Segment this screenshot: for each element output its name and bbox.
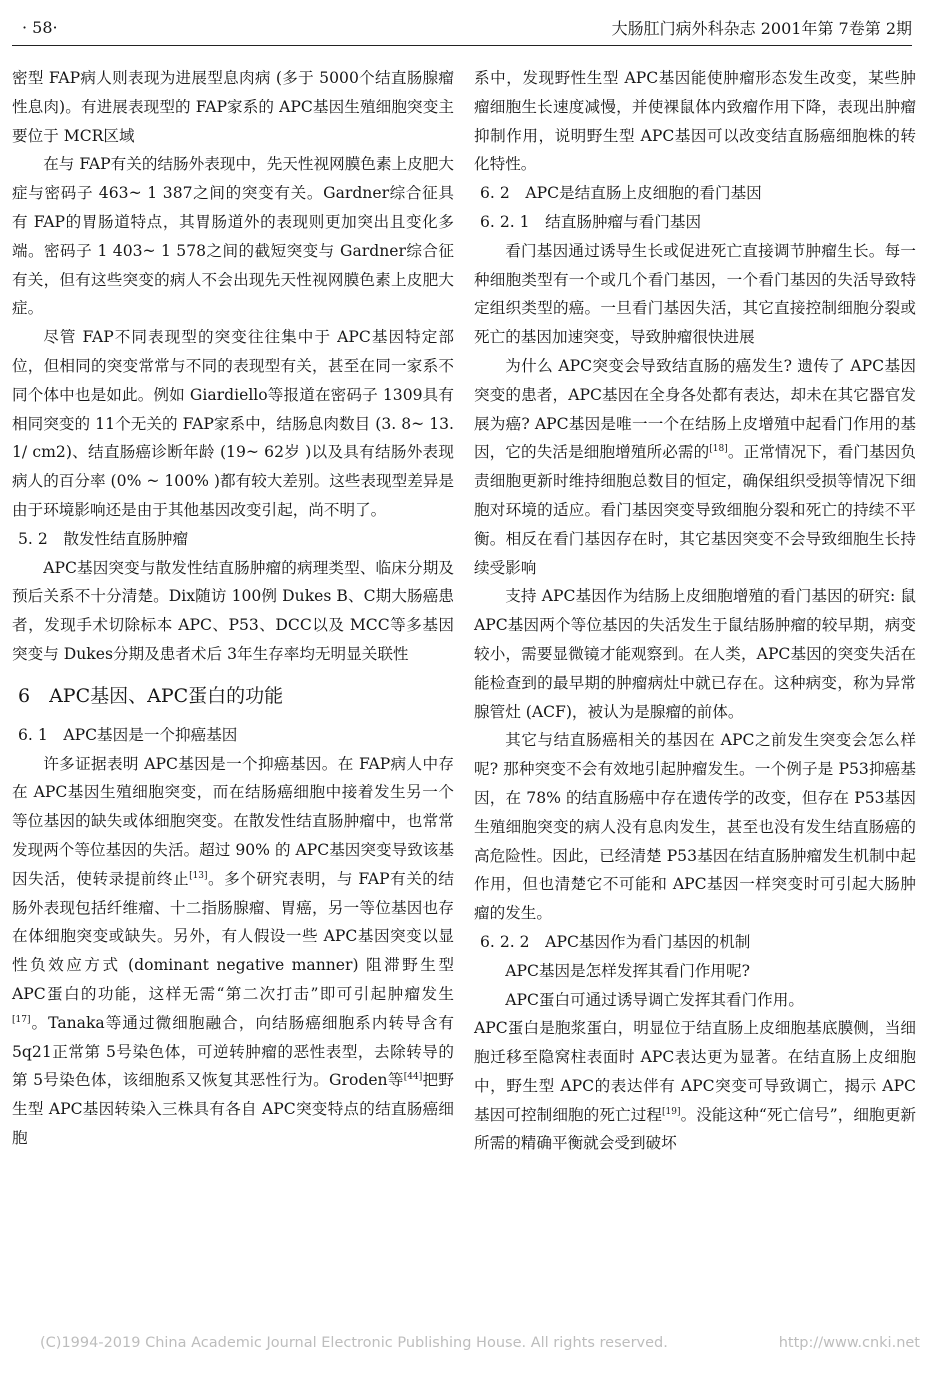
header-divider (12, 45, 912, 46)
subsection-heading: 6. 2. 2 APC基因作为看门基因的机制 (480, 932, 751, 951)
paragraph-text: 为什么 APC突变会导致结直肠的癌发生? 遗传了 APC基因突变的患者，APC基因在全身各处都有表达，却未在其它器官发展为癌? APC基因是唯一一个在结肠上皮增殖中起看门作用的基因，它的失活是细胞增殖所必需的 (474, 356, 916, 462)
paragraph-text: 密型 FAP病人则表现为进展型息肉病 (多于 5000个结直肠腺瘤性息肉)。有进展表现型的 FAP家系的 APC基因生殖细胞突变主要位于 MCR区域 (12, 69, 454, 145)
page-header (22, 14, 912, 40)
paragraph (12, 750, 454, 1153)
paragraph (474, 726, 916, 928)
subsection-heading: 5. 2 散发性结直肠肿瘤 (18, 529, 189, 548)
paragraph-text: 。正常情况下，看门基因负责细胞更新时维持细胞总数目的恒定，确保组织受损等情况下细胞对环境的适应。看门基因突变导致细胞分裂和死亡的持续不平衡。相反在看门基因存在时，其它基因突变不会导致细胞生长持续受影响 (474, 443, 916, 577)
journal-title: 大肠肛门病外科杂志 2001年第 7卷第 2期 (611, 18, 912, 38)
left-column (12, 64, 454, 1153)
paragraph-text: APC基因是怎样发挥其看门作用呢? (505, 961, 750, 980)
citation-ref: [44] (403, 1072, 423, 1083)
citation-ref: [17] (12, 1014, 31, 1025)
paragraph (474, 582, 916, 726)
paragraph (12, 64, 454, 150)
paragraph (474, 237, 916, 352)
paragraph (474, 352, 916, 582)
paragraph-text: 尽管 FAP不同表现型的突变往往集中于 APC基因特定部位，但相同的突变常常与不同的表现型有关，甚至在同一家系不同个体中也是如此。例如 Giardiello等报道在密码子 1309具有相同突变的 11个无关的 FAP家系中，结肠息肉数目 (3. 8~ 13. 1/ cm2)、结直肠癌诊断年龄 (19~ 62岁 )以及具有结肠外表现病人的百分率 (0% ~ 100% )都有较大差别。这些表现型差异是由于环境影响还是由于其他基因改变引起，尚不明了。 (12, 328, 454, 519)
subsection-heading: 6. 2 APC是结直肠上皮细胞的看门基因 (480, 184, 762, 203)
subsection-heading: 6. 2. 1 结直肠肿瘤与看门基因 (480, 212, 702, 231)
paragraph (474, 1014, 916, 1158)
copyright-notice: (C)1994-2019 China Academic Journal Electronic Publishing House. All rights reserved. (40, 1335, 668, 1351)
right-column (474, 64, 916, 1158)
paragraph-text: 支持 APC基因作为结肠上皮细胞增殖的看门基因的研究: 鼠 APC基因两个等位基因的失活发生于鼠结肠肿瘤的较早期，病变较小，需要显微镜才能观察到。在人类，APC基因的突变失活在能检查到的最早期的肿瘤病灶中就已存在。这种病变，称为异常腺管灶 (ACF)，被认为是腺瘤的前体。 (474, 587, 916, 721)
paragraph (12, 554, 454, 669)
paragraph-text: 。没能这种“死亡信号”，细胞更新所需的精确平衡就会受到破坏 (474, 1105, 916, 1153)
paragraph (12, 150, 454, 323)
paragraph (474, 64, 916, 179)
citation-ref: [18] (709, 444, 728, 455)
paragraph-text: 看门基因通过诱导生长或促进死亡直接调节肿瘤生长。每一种细胞类型有一个或几个看门基因，一个看门基因的失活导致特定组织类型的癌。一旦看门基因失活，其它直接控制细胞分裂或死亡的基因加速突变，导致肿瘤很快进展 (474, 241, 916, 347)
paragraph-text: APC蛋白是胞浆蛋白，明显位于结直肠上皮细胞基底膜侧，当细胞迁移至隐窝柱表面时 APC表达更为显著。在结直肠上皮细胞中，野生型 APC的表达伴有 APC突变可导致调亡，揭示 APC基因可控制细胞的死亡过程 (474, 1019, 916, 1124)
paragraph-text: 在与 FAP有关的结肠外表现中，先天性视网膜色素上皮肥大症与密码子 463~ 1 387之间的突变有关。Gardner综合征具有 FAP的胃肠道特点，其胃肠道外的表现则更加突出且变化多端。密码子 1 403~ 1 578之间的截短突变与 Gardner综合征有关，但有这些突变的病人不会出现先天性视网膜色素上皮肥大症。 (12, 155, 454, 318)
subsection-heading: 6. 1 APC基因是一个抑癌基因 (18, 725, 238, 744)
paragraph-text: APC蛋白可通过诱导调亡发挥其看门作用。 (505, 990, 804, 1009)
paragraph-text: 把野生型 APC基因转染入三株具有各自 APC突变特点的结直肠癌细胞 (12, 1071, 454, 1147)
paragraph-text: 其它与结直肠癌相关的基因在 APC之前发生突变会怎么样呢? 那种突变不会有效地引起肿瘤发生。一个例子是 P53抑癌基因，在 78% 的结直肠癌中存在遗传学的改变，但存在 P53基因生殖细胞突变的病人没有息肉发生，甚至也没有发生结直肠癌的高危险性。因此，已经清楚 P53基因在结直肠肿瘤发生机制中起作用，但也清楚它不可能和 APC基因一样突变时可引起大肠肿瘤的发生。 (474, 731, 916, 923)
page-footer (40, 1330, 920, 1356)
paragraph-text: 。多个研究表明，与 FAP有关的结肠外表现包括纤维瘤、十二指肠腺瘤、胃癌，另一等位基因也存在体细胞突变或缺失。另外，有人假设一些 APC基因突变以显性负效应方式 (dominant negative manner) 阻滞野生型 APC蛋白的功能，这样无需“第二次打击”即可引起肿瘤发生 (12, 869, 454, 1003)
citation-ref: [19] (662, 1106, 681, 1117)
paragraph (474, 957, 916, 986)
paragraph-text: 。Tanaka等通过微细胞融合，向结肠癌细胞系内转导含有 5q21正常第 5号染色体，可逆转肿瘤的恶性表型，去除转导的第 5号染色体，该细胞系又恢复其恶性行为。Groden等 (12, 1013, 454, 1090)
paragraph (12, 323, 454, 525)
section-heading: 6 APC基因、APC蛋白的功能 (18, 684, 284, 707)
paragraph-text: APC基因突变与散发性结直肠肿瘤的病理类型、临床分期及预后关系不十分清楚。Dix随访 100例 Dukes B、C期大肠癌患者，发现手术切除标本 APC、P53、DCC以及 MCC等多基因突变与 Dukes分期及患者术后 3年生存率均无明显关联性 (12, 558, 454, 663)
citation-ref: [13] (189, 870, 208, 881)
paragraph-text: 许多证据表明 APC基因是一个抑癌基因。在 FAP病人中存在 APC基因生殖细胞突变，而在结肠癌细胞中接着发生另一个等位基因的缺失或体细胞突变。在散发性结直肠肿瘤中，也常常发现两个等位基因的失活。超过 90% 的 APC基因突变导致该基因失活，使转录提前终止 (12, 754, 454, 888)
cnki-link[interactable]: http://www.cnki.net (778, 1335, 920, 1351)
paragraph-text: 系中，发现野性生型 APC基因能使肿瘤形态发生改变，某些肿瘤细胞生长速度减慢，并使裸鼠体内致瘤作用下降，表现出肿瘤抑制作用，说明野生型 APC基因可以改变结直肠癌细胞株的转化特性。 (474, 69, 916, 174)
page-number: · 58· (22, 17, 58, 37)
paragraph (474, 986, 916, 1015)
